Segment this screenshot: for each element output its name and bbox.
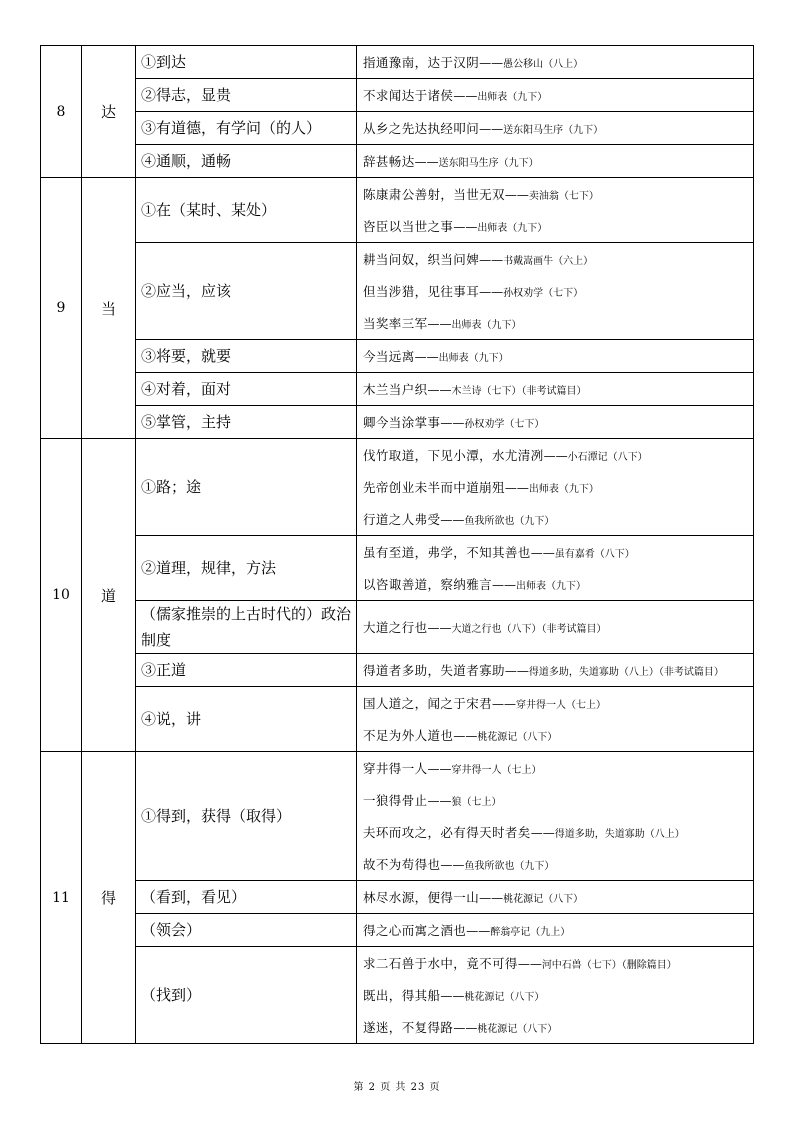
example-dash: —— <box>530 826 555 840</box>
example-cell <box>357 536 754 601</box>
example-dash: —— <box>414 350 439 364</box>
sense-meaning: ①到达 <box>136 46 357 79</box>
example-source: 河中石兽（七下）（删除篇目） <box>541 960 677 971</box>
example-line <box>363 406 751 438</box>
example-source: 小石潭记（八下） <box>567 452 648 463</box>
example-text: 夫环而攻之，必有得天时者矣 <box>363 825 531 840</box>
example-line <box>363 947 751 979</box>
example-cell <box>357 373 754 406</box>
example-cell <box>357 112 754 145</box>
example-text: 故不为苟得也 <box>363 857 441 872</box>
entry-number: 9 <box>41 178 82 439</box>
example-text: 虽有至道，弗学，不知其善也 <box>363 545 531 560</box>
table-row <box>41 687 754 752</box>
example-cell <box>357 687 754 752</box>
example-line <box>363 979 751 1011</box>
example-line <box>363 568 751 600</box>
sense-meaning: ②道理，规律，方法 <box>136 536 357 601</box>
sense-meaning: ①路；途 <box>136 439 357 536</box>
sense-meaning: ①在（某时、某处） <box>136 178 357 243</box>
example-dash: —— <box>427 794 452 808</box>
example-line <box>363 687 751 719</box>
example-text: 木兰当户织 <box>363 382 428 397</box>
example-line <box>363 471 751 503</box>
example-text: 耕当问奴，织当问婢 <box>363 252 480 267</box>
example-source: 出师表（九下） <box>477 92 548 103</box>
example-dash: —— <box>479 285 504 299</box>
example-line <box>363 79 751 111</box>
example-source: 出师表（九下） <box>516 581 587 592</box>
example-dash: —— <box>466 924 491 938</box>
table-row <box>41 654 754 687</box>
table-row <box>41 406 754 439</box>
entry-character: 当 <box>82 178 136 439</box>
example-line <box>363 145 751 177</box>
entry-character: 道 <box>82 439 136 752</box>
table-row <box>41 373 754 406</box>
example-dash: —— <box>453 729 478 743</box>
example-cell <box>357 79 754 112</box>
example-text: 今当远离 <box>363 349 415 364</box>
table-row <box>41 914 754 947</box>
example-line <box>363 611 751 643</box>
example-text: 辞甚畅达 <box>363 154 415 169</box>
example-source: 桃花源记（八下） <box>503 894 584 905</box>
example-text: 得道者多助，失道者寡助 <box>363 663 505 678</box>
example-dash: —— <box>543 449 568 463</box>
sense-meaning: ④说，讲 <box>136 687 357 752</box>
example-source: 得道多助，失道寡助（八上）（非考试篇目） <box>528 667 724 678</box>
example-source: 孙权劝学（七下） <box>464 419 545 430</box>
example-text: 得之心而寓之酒也 <box>363 923 467 938</box>
example-dash: —— <box>492 697 517 711</box>
example-cell <box>357 406 754 439</box>
table-row <box>41 752 754 881</box>
table-row <box>41 79 754 112</box>
example-line <box>363 275 751 307</box>
example-source: 穿井得一人（七上） <box>516 700 607 711</box>
example-cell <box>357 914 754 947</box>
table-row <box>41 178 754 243</box>
entry-character: 得 <box>82 752 136 1044</box>
table-row <box>41 145 754 178</box>
example-text: 林尽水源，便得一山 <box>363 890 480 905</box>
sense-meaning: （看到，看见） <box>136 881 357 914</box>
sense-meaning: ②应当，应该 <box>136 243 357 340</box>
example-dash: —— <box>504 481 529 495</box>
example-dash: —— <box>427 762 452 776</box>
example-line <box>363 210 751 242</box>
example-cell <box>357 178 754 243</box>
example-text: 先帝创业未半而中道崩殂 <box>363 480 505 495</box>
entry-number: 11 <box>41 752 82 1044</box>
example-source: 桃花源记（八下） <box>477 732 558 743</box>
example-text: 既出，得其船 <box>363 988 441 1003</box>
table-row <box>41 601 754 654</box>
example-text: 咨臣以当世之事 <box>363 219 454 234</box>
example-line <box>363 1011 751 1043</box>
sense-meaning: ③将要，就要 <box>136 340 357 373</box>
example-dash: —— <box>440 858 465 872</box>
example-source: 桃花源记（八下） <box>464 992 545 1003</box>
example-dash: —— <box>479 891 504 905</box>
example-text: 大道之行也 <box>363 620 428 635</box>
example-dash: —— <box>479 56 504 70</box>
example-dash: —— <box>453 220 478 234</box>
example-line <box>363 654 751 686</box>
example-source: 出师表（九下） <box>477 223 548 234</box>
sense-meaning: ④通顺，通畅 <box>136 145 357 178</box>
example-text: 但当涉猎，见往事耳 <box>363 284 480 299</box>
example-source: 桃花源记（八下） <box>477 1024 558 1035</box>
example-source: 醉翁亭记（九上） <box>490 927 571 938</box>
example-line <box>363 439 751 471</box>
example-source: 愚公移山（八上） <box>503 59 584 70</box>
example-line <box>363 752 751 784</box>
vocab-table-body <box>41 46 754 1044</box>
example-source: 书戴嵩画牛（六上） <box>503 256 594 267</box>
example-text: 伐竹取道，下见小潭，水尤清冽 <box>363 448 544 463</box>
example-cell <box>357 243 754 340</box>
example-source: 穿井得一人（七上） <box>451 765 542 776</box>
example-line <box>363 848 751 880</box>
entry-character: 达 <box>82 46 136 178</box>
example-text: 从乡之先达执经叩问 <box>363 121 480 136</box>
example-line <box>363 243 751 275</box>
example-line <box>363 307 751 339</box>
example-dash: —— <box>453 89 478 103</box>
example-dash: —— <box>517 957 542 971</box>
example-text: 不求闻达于诸侯 <box>363 88 454 103</box>
example-text: 陈康肃公善射，当世无双 <box>363 187 505 202</box>
example-dash: —— <box>479 253 504 267</box>
page-footer: 第 2 页 共 23 页 <box>353 1082 441 1093</box>
table-row <box>41 947 754 1044</box>
example-cell <box>357 145 754 178</box>
example-cell <box>357 947 754 1044</box>
example-dash: —— <box>504 664 529 678</box>
example-source: 出师表（九下） <box>451 320 522 331</box>
example-dash: —— <box>492 578 517 592</box>
entry-number: 8 <box>41 46 82 178</box>
sense-meaning: （领会） <box>136 914 357 947</box>
example-dash: —— <box>414 155 439 169</box>
example-dash: —— <box>440 989 465 1003</box>
example-text: 行道之人弗受 <box>363 512 441 527</box>
vocab-table <box>40 45 754 1044</box>
example-text: 穿井得一人 <box>363 761 428 776</box>
example-line <box>363 719 751 751</box>
table-row <box>41 112 754 145</box>
example-source: 出师表（九下） <box>438 353 509 364</box>
example-line <box>363 340 751 372</box>
sense-meaning: （找到） <box>136 947 357 1044</box>
example-text: 国人道之，闻之于宋君 <box>363 696 493 711</box>
example-cell <box>357 654 754 687</box>
example-line <box>363 503 751 535</box>
example-cell <box>357 601 754 654</box>
table-row <box>41 536 754 601</box>
table-row <box>41 243 754 340</box>
example-source: 孙权劝学（七下） <box>503 288 584 299</box>
example-source: 卖油翁（七下） <box>528 191 599 202</box>
example-line <box>363 784 751 816</box>
example-text: 以咨诹善道，察纳雅言 <box>363 577 493 592</box>
example-dash: —— <box>427 383 452 397</box>
sense-meaning: （儒家推崇的上古时代的）政治制度 <box>136 601 357 654</box>
example-text: 卿今当涂掌事 <box>363 415 441 430</box>
table-row <box>41 340 754 373</box>
example-source: 狼（七上） <box>451 797 502 808</box>
sense-meaning: ③有道德，有学问（的人） <box>136 112 357 145</box>
example-dash: —— <box>504 188 529 202</box>
example-line <box>363 112 751 144</box>
example-line <box>363 536 751 568</box>
example-line <box>363 881 751 913</box>
example-dash: —— <box>440 513 465 527</box>
example-dash: —— <box>440 416 465 430</box>
example-cell <box>357 340 754 373</box>
example-text: 当奖率三军 <box>363 316 428 331</box>
table-row <box>41 439 754 536</box>
example-text: 求二石兽于水中，竟不可得 <box>363 956 518 971</box>
example-line <box>363 46 751 78</box>
sense-meaning: ①得到，获得（取得） <box>136 752 357 881</box>
example-dash: —— <box>453 1021 478 1035</box>
sense-meaning: ②得志，显贵 <box>136 79 357 112</box>
example-text: 不足为外人道也 <box>363 728 454 743</box>
example-dash: —— <box>479 122 504 136</box>
sense-meaning: ④对着，面对 <box>136 373 357 406</box>
example-dash: —— <box>427 621 452 635</box>
sense-meaning: ③正道 <box>136 654 357 687</box>
example-source: 虽有嘉肴（八下） <box>554 549 635 560</box>
example-line <box>363 373 751 405</box>
example-cell <box>357 46 754 79</box>
table-row <box>41 46 754 79</box>
entry-number: 10 <box>41 439 82 752</box>
example-cell <box>357 881 754 914</box>
example-source: 鱼我所欲也（九下） <box>464 516 555 527</box>
example-cell <box>357 752 754 881</box>
example-line <box>363 178 751 210</box>
example-cell <box>357 439 754 536</box>
example-text: 指通豫南，达于汉阴 <box>363 55 480 70</box>
example-source: 出师表（九下） <box>528 484 599 495</box>
example-source: 得道多助，失道寡助（八上） <box>554 829 685 840</box>
example-text: 遂迷，不复得路 <box>363 1020 454 1035</box>
example-source: 送东阳马生序（九下） <box>438 158 539 169</box>
example-source: 送东阳马生序（九下） <box>503 125 604 136</box>
example-source: 木兰诗（七下）（非考试篇目） <box>451 386 587 397</box>
example-source: 鱼我所欲也（九下） <box>464 861 555 872</box>
example-text: 一狼得骨止 <box>363 793 428 808</box>
sense-meaning: ⑤掌管，主持 <box>136 406 357 439</box>
example-dash: —— <box>530 546 555 560</box>
example-line <box>363 816 751 848</box>
example-line <box>363 914 751 946</box>
example-source: 大道之行也（八下）（非考试篇目） <box>451 624 607 635</box>
table-row <box>41 881 754 914</box>
example-dash: —— <box>427 317 452 331</box>
